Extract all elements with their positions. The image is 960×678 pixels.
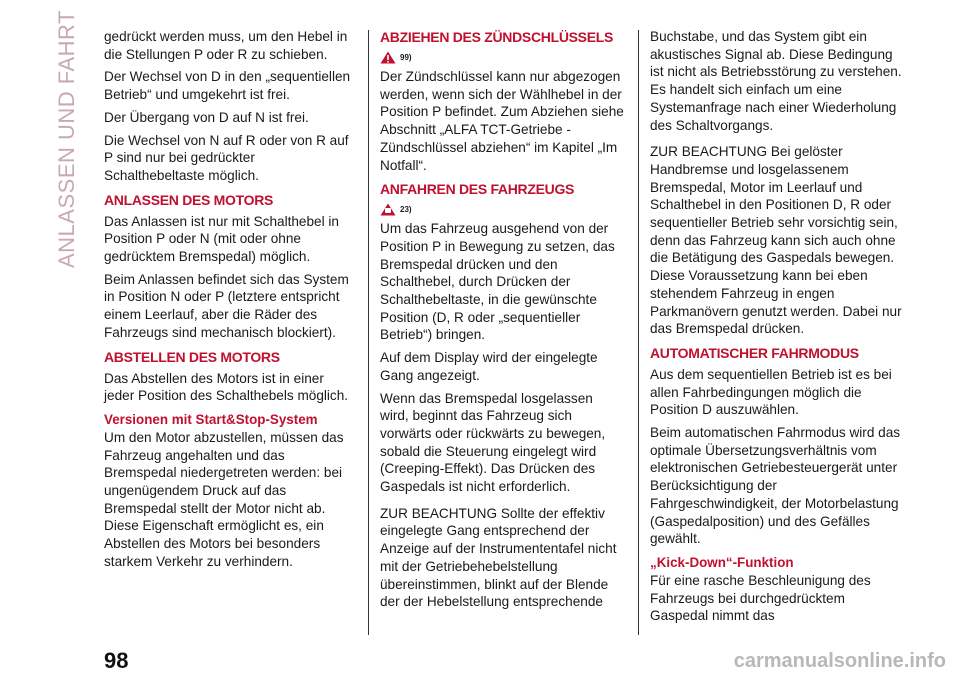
paragraph: Um das Fahrzeug ausgehend von der Position P in Bewegung zu setzen, das Bremspedal drücken und den Schalthebel, durch Drücken der Schalthebeltaste, in die gewünschte Position (D, R oder „sequentieller Betrieb“) bringen. (380, 221, 615, 343)
column-2 (380, 28, 625, 616)
paragraph: Um den Motor abzustellen, müssen das Fahrzeug angehalten und das Bremspedal niedergetreten werden: bei ungenügendem Druck auf das Bremspedal stellt der Motor nicht ab. Diese Eigenschaft ermöglicht es, ein Abstellen des Motors bei besonders starkem Verkehr zu verhindern. (104, 429, 344, 569)
paragraph: Der Übergang von D auf N ist frei. (104, 109, 309, 125)
paragraph: Aus dem sequentiellen Betrieb ist es bei allen Fahrbedingungen möglich die Position D auszuwählen. (650, 366, 892, 418)
column-3 (650, 28, 902, 630)
paragraph: Wenn das Bremspedal losgelassen wird, beginnt das Fahrzeug sich vorwärts oder rückwärts zu bewegen, sobald die Steuerung eingelegt wird (Creeping-Effekt). Das Drücken des Gaspedals ist nicht erforderlich. (380, 390, 606, 495)
subsection-heading: „Kick-Down“-Funktion (650, 554, 794, 570)
paragraph: Beim Anlassen befindet sich das System in Position N oder P (letztere entspricht einem Leerlauf, aber die Räder des Fahrzeugs sind mechanisch blockiert). (104, 271, 349, 340)
paragraph: Das Abstellen des Motors ist in einer jeder Position des Schalthebels möglich. (104, 370, 349, 404)
section-heading: ANLASSEN DES MOTORS (104, 191, 274, 208)
paragraph: ZUR BEACHTUNG Sollte der effektiv eingelegte Gang entsprechend der Anzeige auf der Instrumententafel nicht mit der Getriebehebelstellung übereinstimmen, blinkt auf der Blende der der Hebelstellung entsprechende (380, 505, 617, 610)
watermark: carmanualsonline.info (733, 650, 946, 672)
column-divider (368, 30, 369, 635)
warning-reference (380, 50, 625, 64)
paragraph: gedrückt werden muss, um den Hebel in die Stellungen P oder R zu schieben. (104, 29, 348, 62)
paragraph: Für eine rasche Beschleunigung des Fahrzeugs bei durchgedrücktem Gaspedal nimmt das (650, 572, 871, 624)
subsection-heading: Versionen mit Start&Stop-System (104, 411, 318, 427)
column-divider (638, 30, 639, 635)
section-heading: AUTOMATISCHER FAHRMODUS (650, 344, 859, 361)
warning-reference (380, 202, 625, 216)
chapter-side-title: ANLASSEN UND FAHRT (54, 10, 79, 268)
paragraph: Auf dem Display wird der eingelegte Gang angezeigt. (380, 350, 598, 383)
paragraph: Der Zündschlüssel kann nur abgezogen werden, wenn sich der Wählhebel in der Position P befindet. Zum Abziehen siehe Abschnitt „ALFA TCT-Getriebe - Zündschlüssel abziehen“ im Kapitel „Im Notfall“. (380, 69, 624, 173)
paragraph: Der Wechsel von D in den „sequentiellen Betrieb“ und umgekehrt ist frei. (104, 69, 351, 103)
section-heading: ABSTELLEN DES MOTORS (104, 348, 280, 365)
paragraph: ZUR BEACHTUNG Bei gelöster Handbremse und losgelassenem Bremspedal, Motor im Leerlauf und Schalthebel in den Positionen D, R oder sequentieller Betrieb sehr vorsichtig sein, denn das Fahrzeug kann sich auch ohne die Betätigung des Gaspedals bewegen. Diese Voraussetzung kann bei eben stehendem Fahrzeug in engen Parkmanövern genutzt werden. Dabei nur das Bremspedal drücken. (650, 144, 902, 337)
paragraph: Das Anlassen ist nur mit Schalthebel in Position P oder N (mit oder ohne gedrücktem Bremspedal) möglich. (104, 213, 339, 265)
paragraph: Beim automatischen Fahrmodus wird das optimale Übersetzungsverhältnis vom elektronischen Getriebesteuergerät unter Berücksichtigung der Fahrgeschwindigkeit, der Motorbelastung (Gaspedalposition) und des Gefälles gewählt. (650, 425, 901, 547)
section-heading: ABZIEHEN DES ZÜNDSCHLÜSSELS (380, 29, 614, 45)
paragraph: Buchstabe, und das System gibt ein akustisches Signal ab. Diese Bedingung ist nicht als Betriebsstörung zu verstehen. Es handelt sich einfach um eine Systemanfrage nach einer Wiederholung des Schaltvorgangs. (650, 29, 902, 133)
warning-triangle-icon (380, 51, 396, 64)
page-number: 98 (104, 648, 129, 673)
paragraph: Die Wechsel von N auf R oder von R auf P sind nur bei gedrückter Schalthebeltaste möglich. (104, 132, 349, 183)
section-heading: ANFAHREN DES FAHRZEUGS (380, 181, 575, 198)
warning-ref-number: 23) (400, 204, 412, 214)
hand-warning-icon (380, 203, 396, 216)
warning-ref-number: 99) (400, 52, 412, 62)
column-1 (104, 28, 352, 576)
